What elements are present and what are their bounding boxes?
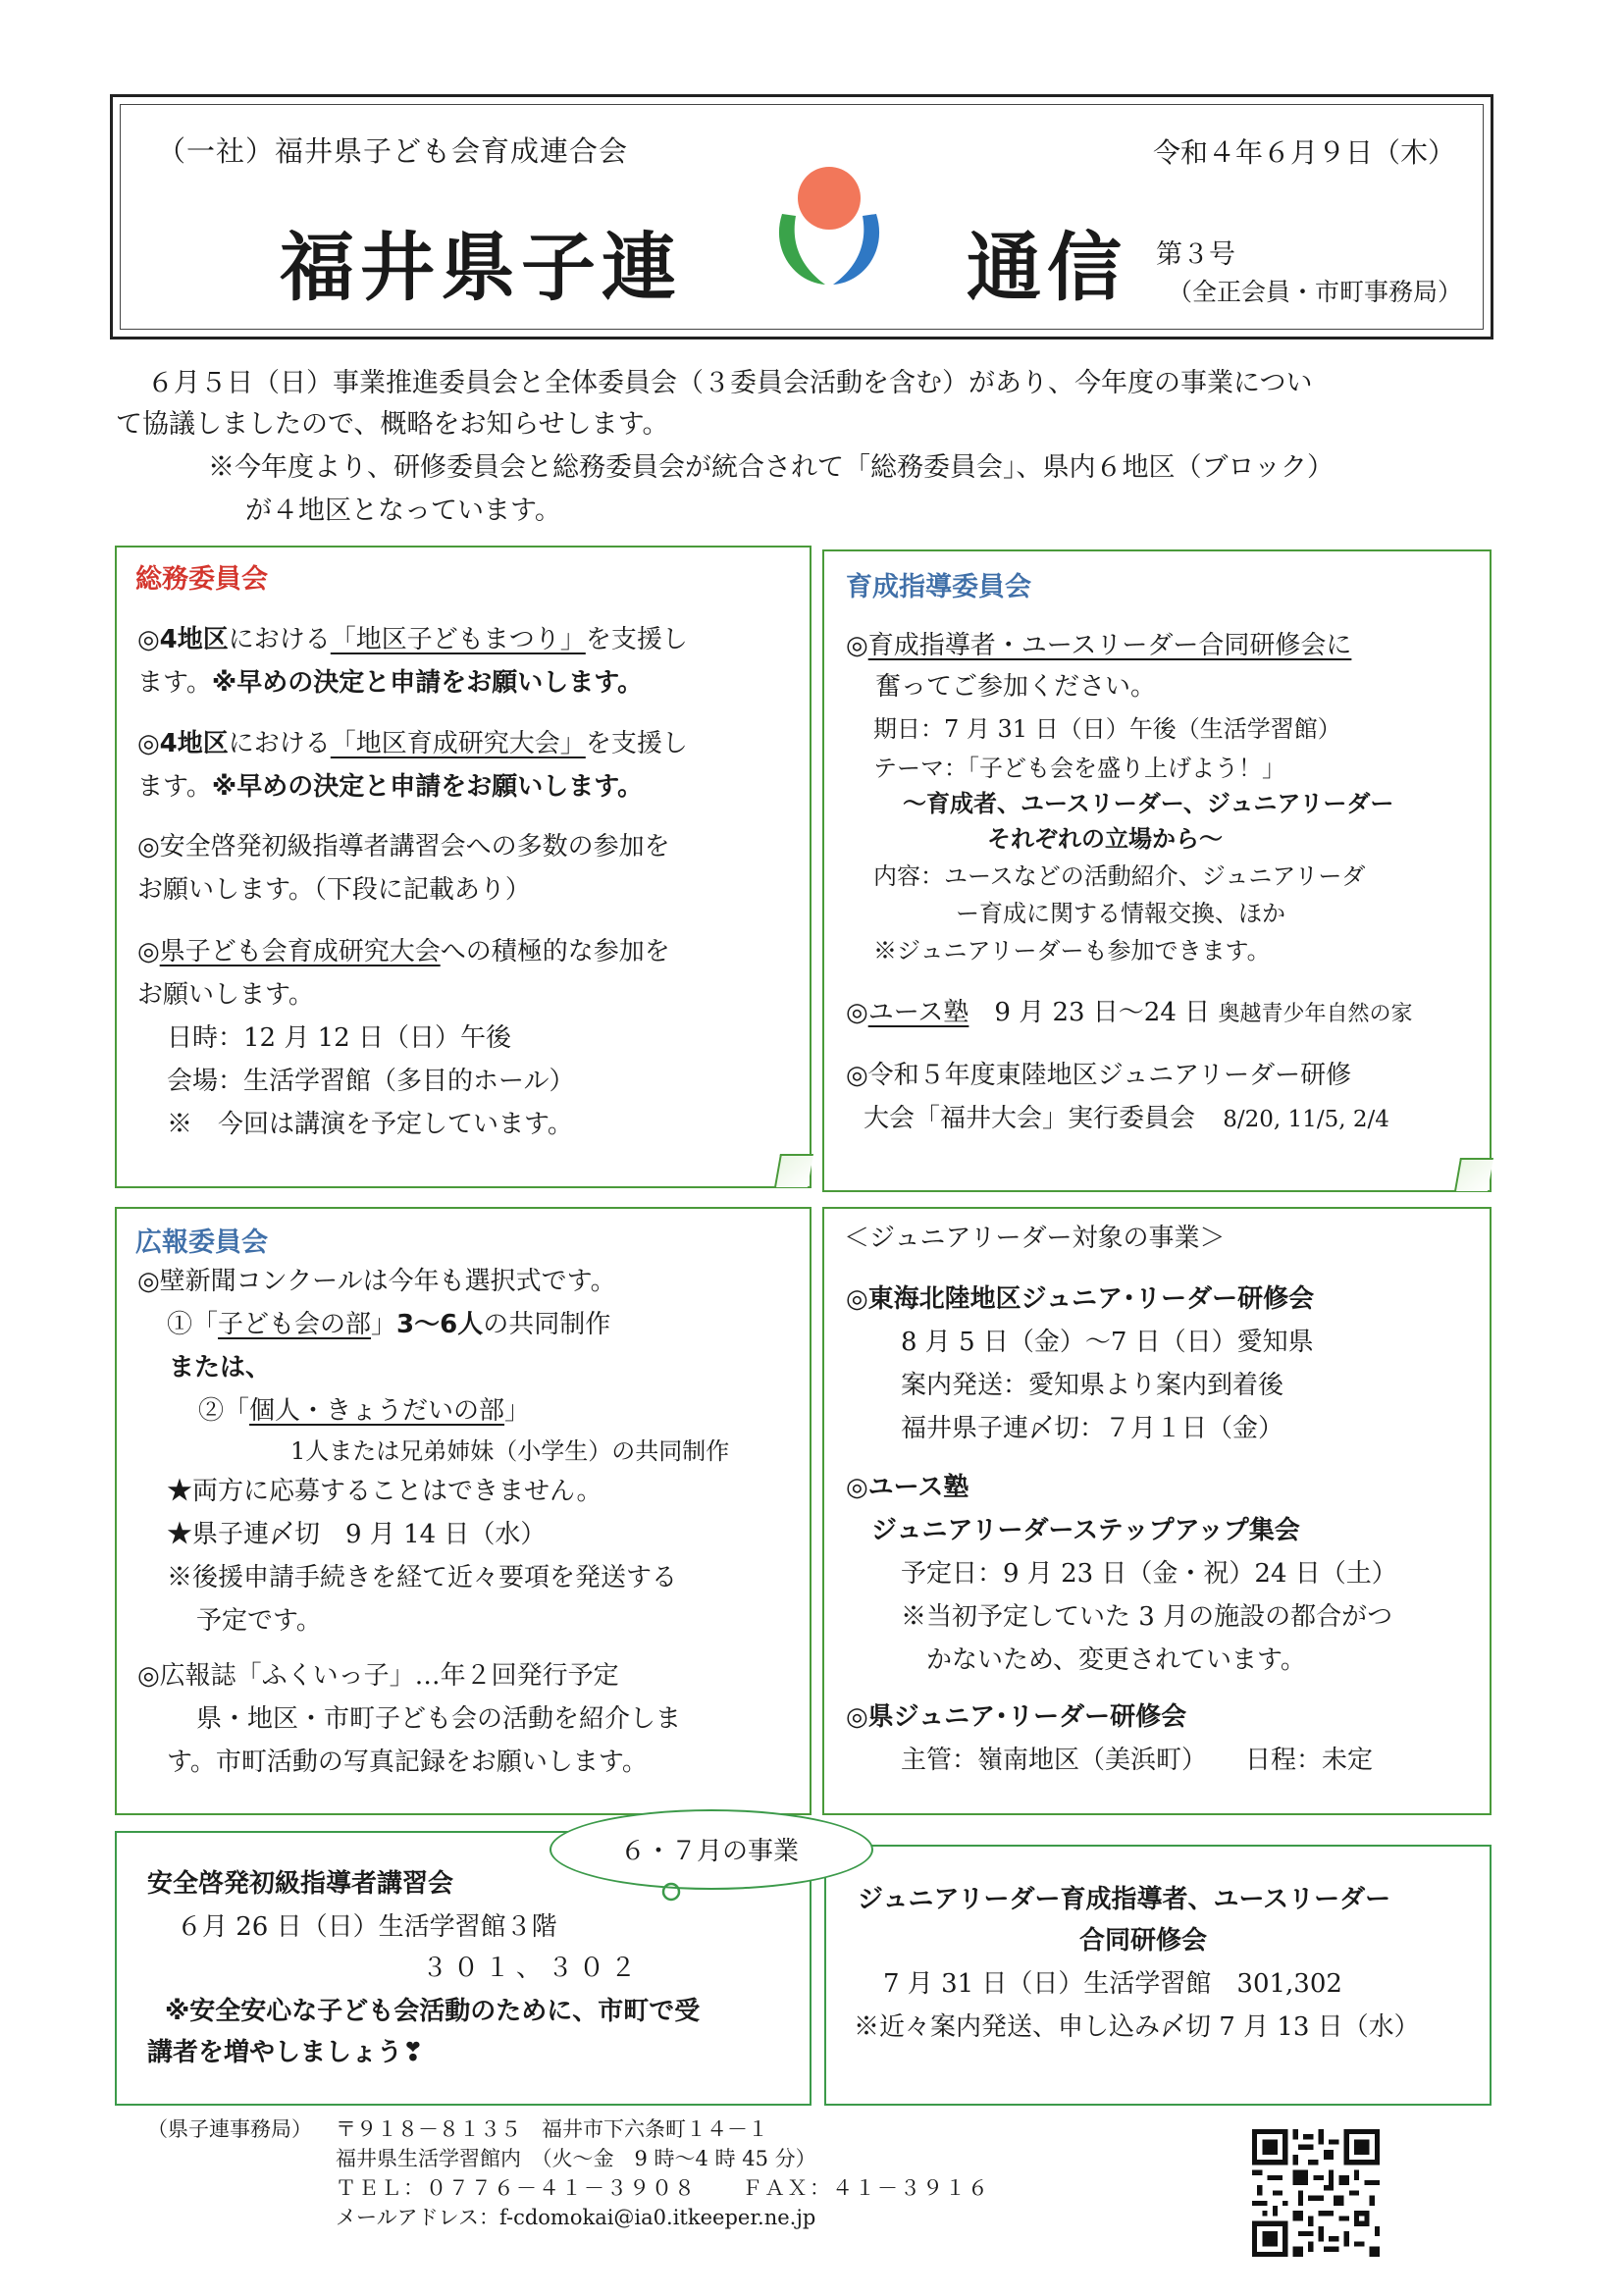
soumu-p3-line1: ◎安全啓発初級指導者講習会への多数の参加を	[137, 832, 670, 861]
junior-e1-line3: 福井県子連〆切：７月１日（金）	[901, 1414, 1284, 1443]
issue-number: 第３号	[1156, 239, 1235, 270]
kouhou-l2-division: 子ども会の部	[218, 1310, 372, 1339]
soumu-p1-note: ※早めの決定と申請をお願いします。	[211, 668, 644, 698]
soumu-p4-line2: お願いします。	[137, 980, 314, 1010]
soumu-p4-note: ※ 今回は講演を予定しています。	[167, 1110, 573, 1139]
kouhou-line-3: または、	[169, 1353, 272, 1383]
intro-line-4: が４地区となっています。	[245, 496, 561, 526]
kouhou-line-2	[167, 1305, 610, 1344]
junior-e3-title: ◎県ジュニア･リーダー研修会	[846, 1702, 1187, 1732]
soumu-p4-date: 日時：12 月 12 日（日）午後	[167, 1023, 511, 1053]
ikusei-p1-line2: 奮ってご参加ください。	[875, 672, 1157, 702]
ikusei-title: 育成指導委員会	[846, 572, 1031, 602]
footer-building: 福井県生活学習館内 （火～金 9 時～4 時 45 分）	[336, 2147, 816, 2170]
issue-date: 令和４年６月９日（木）	[1153, 136, 1456, 169]
soumu-p1-area: ◎4地区	[137, 625, 229, 654]
ikusei-p1-theme2: ～育成者、ユースリーダー、ジュニアリーダー	[903, 790, 1394, 817]
ikusei-p1-theme: テーマ：「子ども会を盛り上げよう！」	[873, 755, 1285, 782]
soumu-p2-support: を支援し	[585, 729, 688, 758]
kouhou-l2-text: の共同制作	[483, 1310, 611, 1339]
kouhou-line-4	[198, 1391, 530, 1431]
junior-e1-line2: 案内発送：愛知県より案内到着後	[901, 1371, 1284, 1400]
ikusei-p1-content: 内容：ユースなどの活動紹介、ジュニアリーダ	[873, 862, 1366, 890]
ikusei-p1-event: 育成指導者・ユースリーダー合同研修会に	[867, 631, 1352, 660]
soumu-panel-fold	[774, 1154, 813, 1187]
kouhou-l2-count: 3～6人	[396, 1310, 484, 1339]
ikusei-p1-content2: ー育成に関する情報交換、ほか	[956, 900, 1285, 927]
soumu-p2-line1	[137, 724, 688, 763]
event-right-line2: ※近々案内発送、申し込み〆切 7 月 13 日（水）	[854, 2012, 1420, 2042]
ikusei-p2-line	[846, 993, 1412, 1034]
ikusei-p2-event: ユース塾	[867, 998, 969, 1027]
junior-e2-line3: かないため、変更されています。	[926, 1645, 1306, 1675]
junior-e2-line1: 予定日：9 月 23 日（金・祝）24 日（土）	[901, 1559, 1397, 1589]
soumu-p2-cont: ます。	[137, 772, 212, 802]
soumu-p2-event: 「地区育成研究大会」	[330, 729, 586, 758]
soumu-p3-line2: お願いします。（下段に記載あり）	[137, 875, 531, 905]
intro-line-3: ※今年度より、研修委員会と総務委員会が統合されて「総務委員会」、県内６地区（ブロック）	[208, 452, 1334, 483]
ikusei-p2-mark: ◎	[846, 998, 868, 1027]
footer-address: 〒９１８－８１３５ 福井市下六条町１４－１	[336, 2117, 768, 2141]
soumu-p4-text: への積極的な参加を	[440, 937, 670, 966]
soumu-title: 総務委員会	[135, 564, 268, 595]
ikusei-p1-note: ※ジュニアリーダーも参加できます。	[873, 937, 1271, 965]
junior-e1-title: ◎東海北陸地区ジュニア･リーダー研修会	[846, 1284, 1315, 1314]
junior-heading: ＜ジュニアリーダー対象の事業＞	[844, 1224, 1226, 1253]
event-right-title2: 合同研修会	[1079, 1926, 1208, 1956]
soumu-p1-event: 「地区子どもまつり」	[330, 625, 586, 654]
ikusei-p1-line1	[846, 626, 1351, 665]
kouhou-l4-division: 個人・きょうだいの部	[249, 1396, 505, 1426]
junior-e2-title: ◎ユース塾	[846, 1473, 969, 1502]
kouhou-line-11: 県・地区・市町子ども会の活動を紹介しま	[196, 1704, 682, 1734]
kouhou-l4-close: 」	[504, 1396, 531, 1426]
ikusei-p2-venue: 奥越青少年自然の家	[1218, 1002, 1413, 1026]
soumu-p4-venue: 会場：生活学習館（多目的ホール）	[167, 1067, 575, 1096]
footer-email[interactable]: メールアドレス：f-cdomokai@ia0.itkeeper.ne.jp	[336, 2206, 816, 2229]
soumu-p2-note: ※早めの決定と申請をお願いします。	[211, 772, 644, 802]
event-left-line2: ３０１、３０２	[422, 1954, 643, 1983]
soumu-p1-text: における	[228, 625, 331, 654]
newsletter-title-left: 福井県子連	[280, 224, 682, 311]
event-label: ６・７月の事業	[620, 1837, 800, 1866]
ikusei-p1-theme3: それぞれの立場から～	[987, 825, 1223, 853]
kouhou-line-7: ★県子連〆切 9 月 14 日（水）	[167, 1520, 547, 1549]
event-left-line1: ６月 26 日（日）生活学習館３階	[177, 1912, 557, 1942]
junior-e3-line1: 主管：嶺南地区（美浜町） 日程：未定	[901, 1746, 1374, 1775]
ikusei-p1-mark: ◎	[846, 631, 868, 660]
soumu-p2-line2	[137, 767, 643, 807]
ikusei-panel-fold	[1454, 1158, 1493, 1191]
kouhou-l4-open: ②「	[198, 1396, 250, 1426]
kouhou-title: 広報委員会	[135, 1227, 268, 1258]
kouhou-line-10: ◎広報誌「ふくいっ子」…年２回発行予定	[137, 1661, 619, 1691]
kouhou-l2-open: ①「	[167, 1310, 219, 1339]
kouhou-line-1: ◎壁新聞コンクールは今年も選択式です。	[137, 1267, 616, 1296]
event-left-title: 安全啓発初級指導者講習会	[147, 1869, 454, 1899]
soumu-p4-event: 県子ども会育成研究大会	[159, 937, 441, 966]
ikusei-p3-committee: 大会「福井大会」実行委員会	[864, 1104, 1196, 1133]
ikusei-p3-dates: 8/20, 11/5, 2/4	[1223, 1107, 1389, 1132]
soumu-p4-line1	[137, 932, 670, 971]
soumu-p1-line2	[137, 663, 643, 703]
soumu-p4-mark: ◎	[137, 937, 160, 966]
soumu-p1-support: を支援し	[585, 625, 688, 654]
soumu-p1-line1	[137, 620, 688, 659]
distribution-note: （全正会員・市町事務局）	[1168, 278, 1463, 306]
junior-e2-title2: ジュニアリーダーステップアップ集会	[871, 1516, 1300, 1545]
kouhou-line-6: ★両方に応募することはできません。	[167, 1477, 602, 1506]
event-left-line3: ※安全安心な子ども会活動のために、市町で受	[165, 1997, 701, 2026]
ikusei-p3-line2	[864, 1099, 1389, 1139]
kouhou-line-5: 1人または兄弟姉妹（小学生）の共同制作	[290, 1437, 730, 1465]
soumu-p2-text: における	[228, 729, 331, 758]
event-right-line1: 7 月 31 日（日）生活学習館 301,302	[883, 1969, 1342, 1999]
organization-name: （一社）福井県子ども会育成連合会	[157, 134, 629, 168]
qr-code-icon	[1252, 2129, 1380, 2257]
event-left-line4: 講者を増やしましょう❣	[147, 2038, 424, 2067]
logo-icon	[760, 157, 898, 289]
footer-office: （県子連事務局）	[147, 2117, 312, 2141]
kouhou-l2-close: 」	[371, 1310, 397, 1339]
soumu-p2-area: ◎4地区	[137, 729, 229, 758]
cloud-tail-icon	[659, 1880, 683, 1904]
kouhou-line-12: す。市町活動の写真記録をお願いします。	[167, 1748, 648, 1777]
intro-line-1: ６月５日（日）事業推進委員会と全体委員会（３委員会活動を含む）があり、今年度の事業につい	[147, 368, 1313, 398]
ikusei-p3-line1: ◎令和５年度東陸地区ジュニアリーダー研修	[846, 1061, 1352, 1090]
kouhou-line-8: ※後援申請手続きを経て近々要項を発送する	[167, 1563, 678, 1592]
soumu-p1-cont: ます。	[137, 668, 212, 698]
ikusei-p2-dates: 9 月 23 日～24 日	[969, 998, 1211, 1027]
junior-e2-line2: ※当初予定していた 3 月の施設の都合がつ	[901, 1602, 1393, 1632]
footer-tel-fax: ＴＥＬ：０７７６－４１－３９０８ ＦＡＸ：４１－３９１６	[336, 2176, 990, 2200]
intro-line-2: て協議しましたので、概略をお知らせします。	[116, 409, 669, 440]
junior-e1-line1: 8 月 5 日（金）～7 日（日）愛知県	[901, 1328, 1314, 1357]
ikusei-p1-date: 期日：7 月 31 日（日）午後（生活学習館）	[873, 715, 1341, 743]
kouhou-line-9: 予定です。	[196, 1606, 322, 1636]
newsletter-title-right: 通信	[967, 224, 1127, 311]
event-right-title: ジュニアリーダー育成指導者、ユースリーダー	[858, 1885, 1391, 1914]
